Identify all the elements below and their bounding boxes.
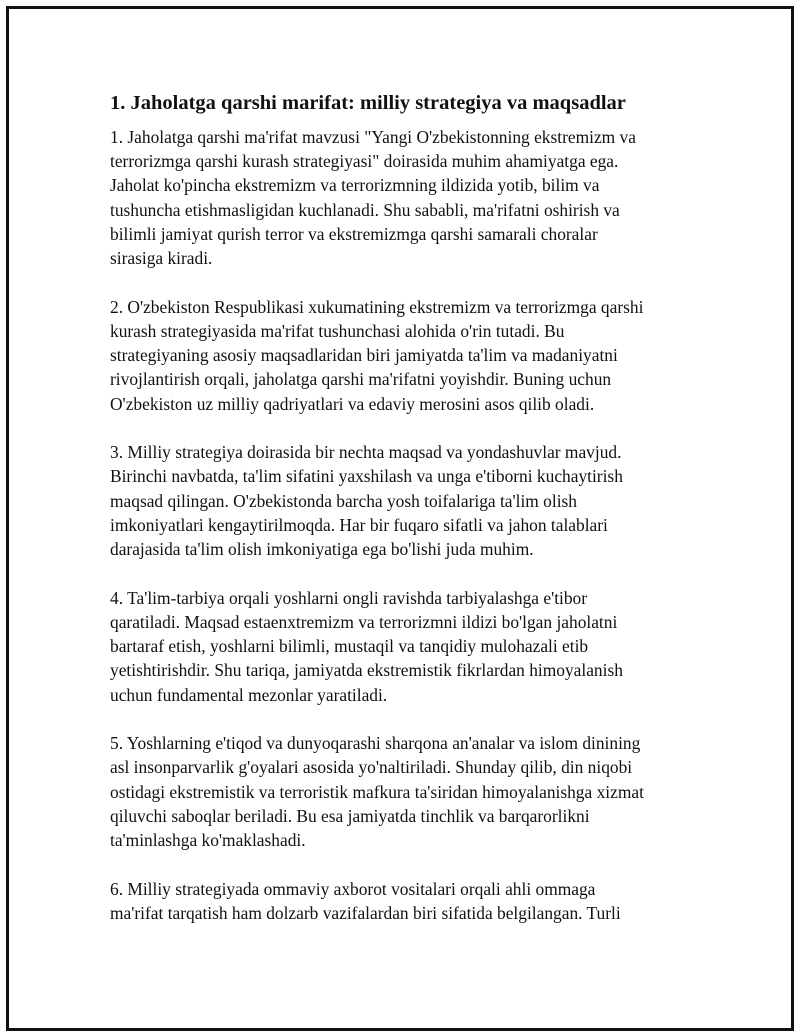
paragraph-line: 5. Yoshlarning e'tiqod va dunyoqarashi sharqona an'analar va islom dinining bbox=[110, 733, 641, 754]
paragraph-line: strategiyaning asosiy maqsadlaridan biri jamiyatda ta'lim va madaniyatni bbox=[110, 345, 618, 366]
paragraph-line: Birinchi navbatda, ta'lim sifatini yaxshilash va unga e'tiborni kuchaytirish bbox=[110, 466, 623, 487]
paragraph-line: 6. Milliy strategiyada ommaviy axborot vositalari orqali ahli ommaga bbox=[110, 878, 596, 899]
paragraph-line: uchun fundamental mezonlar yaratiladi. bbox=[110, 684, 388, 705]
paragraph-line: yetishtirishdir. Shu tariqa, jamiyatda ekstremistik fikrlardan himoyalanish bbox=[110, 660, 623, 681]
paragraph-line: darajasida ta'lim olish imkoniyatiga ega bo'lishi juda muhim. bbox=[110, 539, 534, 560]
paragraph-line: ostidagi ekstremistik va terroristik mafkura ta'siridan himoyalanishga xizmat bbox=[110, 781, 644, 802]
paragraph-line: qaratiladi. Maqsad estaenxtremizm va terrorizmni ildizi bo'lgan jaholatni bbox=[110, 611, 618, 632]
paragraph-line: qiluvchi saboqlar beriladi. Bu esa jamiyatda tinchlik va barqarorlikni bbox=[110, 805, 590, 826]
paragraph-3 bbox=[110, 440, 690, 561]
paragraph-line: ta'minlashga ko'maklashadi. bbox=[110, 830, 306, 851]
paragraph-line: 2. O'zbekiston Respublikasi xukumatining ekstremizm va terrorizmga qarshi bbox=[110, 296, 644, 317]
paragraph-line: sirasiga kiradi. bbox=[110, 248, 213, 269]
paragraph-line: bilimli jamiyat qurish terror va ekstremizmga qarshi samarali choralar bbox=[110, 223, 598, 244]
paragraph-5 bbox=[110, 731, 690, 852]
paragraph-2 bbox=[110, 295, 690, 416]
paragraph-4 bbox=[110, 586, 690, 707]
paragraph-6 bbox=[110, 877, 690, 925]
paragraph-line: 4. Ta'lim-tarbiya orqali yoshlarni ongli ravishda tarbiyalashga e'tibor bbox=[110, 587, 588, 608]
paragraph-line: maqsad qilingan. O'zbekistonda barcha yosh toifalariga ta'lim olish bbox=[110, 490, 577, 511]
paragraph-line: kurash strategiyasida ma'rifat tushunchasi alohida o'rin tutadi. Bu bbox=[110, 320, 565, 341]
paragraph-line: O'zbekiston uz milliy qadriyatlari va edaviy merosini asos qilib oladi. bbox=[110, 393, 595, 414]
paragraph-line: bartaraf etish, yoshlarni bilimli, mustaqil va tanqidiy mulohazali etib bbox=[110, 636, 589, 657]
document-heading: 1. Jaholatga qarshi marifat: milliy strategiya va maqsadlar bbox=[110, 92, 626, 114]
paragraph-line: imkoniyatlari kengaytirilmoqda. Har bir fuqaro sifatli va jahon talablari bbox=[110, 514, 608, 535]
paragraph-line: Jaholat ko'pincha ekstremizm va terrorizmning ildizida yotib, bilim va bbox=[110, 175, 600, 196]
paragraph-line: 3. Milliy strategiya doirasida bir nechta maqsad va yondashuvlar mavjud. bbox=[110, 442, 622, 463]
paragraph-line: 1. Jaholatga qarshi ma'rifat mavzusi "Yangi O'zbekistonning ekstremizm va bbox=[110, 127, 636, 147]
document-body bbox=[110, 90, 690, 950]
paragraph-1 bbox=[110, 125, 690, 270]
paragraph-line: asl insonparvarlik g'oyalari asosida yo'naltiriladi. Shunday qilib, din niqobi bbox=[110, 757, 633, 778]
paragraph-line: terrorizmga qarshi kurash strategiyasi" doirasida muhim ahamiyatga ega. bbox=[110, 151, 619, 172]
paragraph-line: rivojlantirish orqali, jaholatga qarshi ma'rifatni yoyishdir. Buning uchun bbox=[110, 369, 612, 390]
paragraph-line: tushuncha etishmasligidan kuchlanadi. Shu sababli, ma'rifatni oshirish va bbox=[110, 199, 620, 220]
paragraph-line: ma'rifat tarqatish ham dolzarb vazifalardan biri sifatida belgilangan. Turli bbox=[110, 902, 621, 923]
